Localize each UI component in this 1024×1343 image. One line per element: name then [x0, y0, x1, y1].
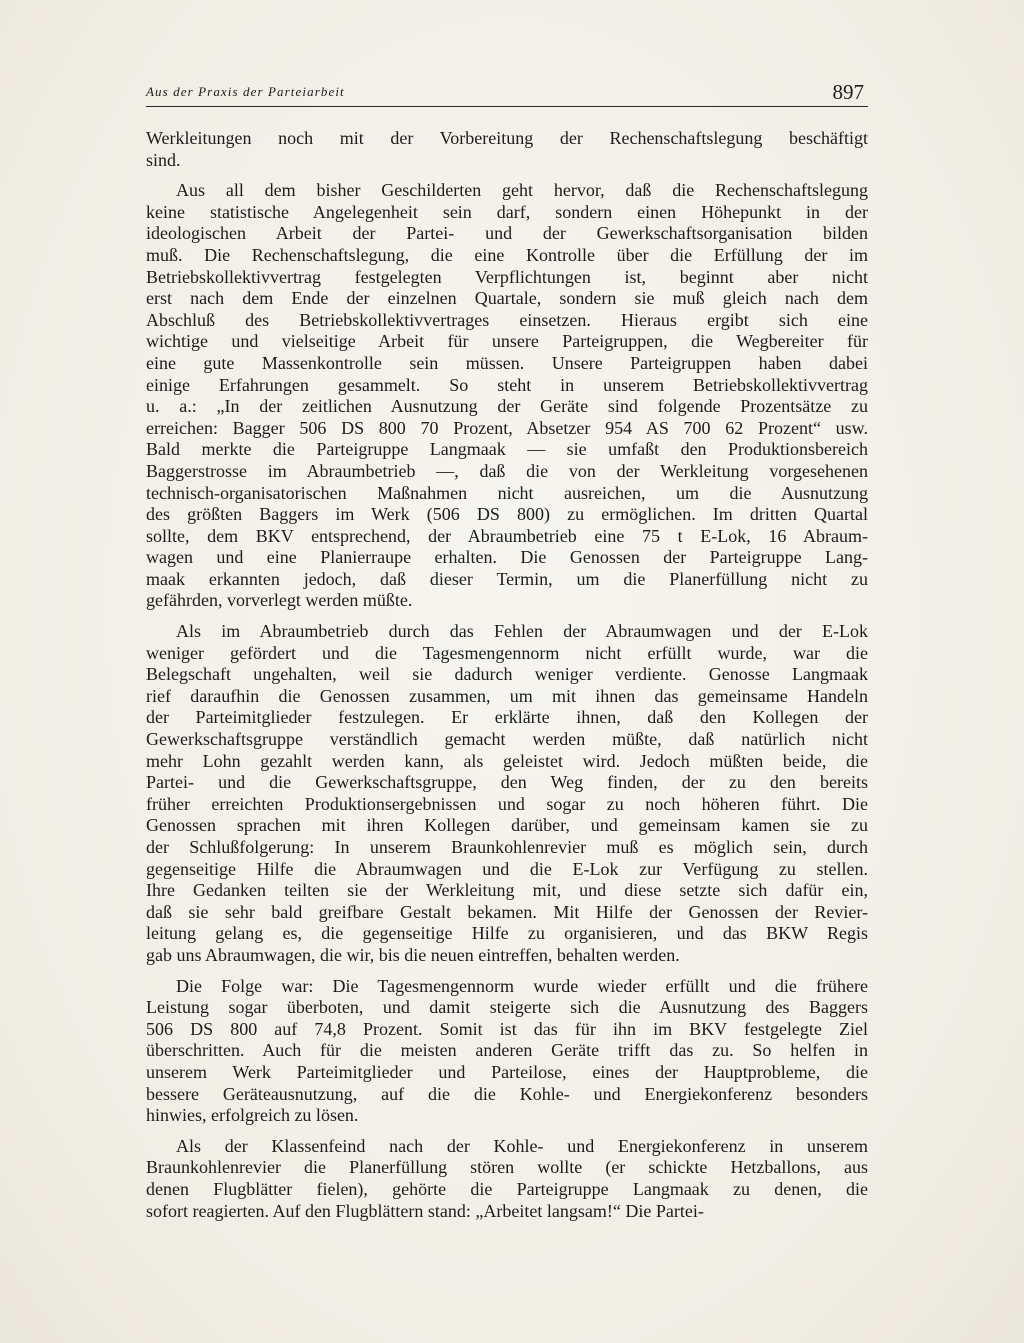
- text-line: Braunkohlenrevier die Planerfüllung stören wollte (er schickte Hetzballons, aus: [146, 1157, 868, 1178]
- text-line: daß sie sehr bald greifbare Gestalt bekamen. Mit Hilfe der Genossen der Revier-: [146, 901, 868, 922]
- paragraph: [146, 180, 868, 612]
- paragraph: [146, 1136, 868, 1222]
- text-line: Ihre Gedanken teilten sie der Werkleitung mit, und diese setzte sich dafür ein,: [146, 880, 868, 901]
- text-line: u. a.: „In der zeitlichen Ausnutzung der Geräte sind folgende Prozentsätze zu: [146, 396, 868, 417]
- text-line: sind.: [146, 149, 181, 170]
- text-line: erst nach dem Ende der einzelnen Quartale, sondern sie muß gleich nach dem: [146, 288, 868, 309]
- text-line: sollte, dem BKV entsprechend, der Abraumbetrieb eine 75 t E-Lok, 16 Abraum-: [146, 525, 868, 546]
- text-line: Betriebskollektivvertrag festgelegten Verpflichtungen ist, beginnt aber nicht: [146, 266, 868, 287]
- text-line: Partei- und die Gewerkschaftsgruppe, den Weg finden, der zu den bereits: [146, 772, 868, 793]
- text-line: keine statistische Angelegenheit sein darf, sondern einen Höhepunkt in der: [146, 201, 868, 222]
- text-line: muß. Die Rechenschaftslegung, die eine Kontrolle über die Erfüllung der im: [146, 244, 868, 265]
- text-line: früher erreichten Produktionsergebnissen und sogar zu noch höheren führt. Die: [146, 793, 868, 814]
- text-line: rief daraufhin die Genossen zusammen, um mit ihnen das gemeinsame Handeln: [146, 685, 868, 706]
- text-line: Die Folge war: Die Tagesmengennorm wurde wieder erfüllt und die frühere: [176, 975, 868, 996]
- text-line: hinwies, erfolgreich zu lösen.: [146, 1105, 359, 1126]
- text-line: leitung gelang es, die gegenseitige Hilfe zu organisieren, und das BKW Regis: [146, 923, 868, 944]
- text-line: unserem Werk Parteimitglieder und Parteilose, eines der Hauptprobleme, die: [146, 1061, 868, 1082]
- text-line: Leistung sogar überboten, und damit steigerte sich die Ausnutzung des Baggers: [146, 997, 868, 1018]
- text-line: gegenseitige Hilfe die Abraumwagen und die E-Lok zur Verfügung zu stellen.: [146, 858, 868, 879]
- text-line: überschritten. Auch für die meisten anderen Geräte trifft das zu. So helfen in: [146, 1040, 868, 1061]
- text-line: mehr Lohn gezahlt werden kann, als geleistet wird. Jedoch müßten beide, die: [146, 750, 868, 771]
- paragraph: [146, 128, 868, 171]
- paragraph: [146, 621, 868, 967]
- text-line: denen Flugblätter fielen), gehörte die Parteigruppe Langmaak zu denen, die: [146, 1178, 868, 1199]
- text-line: bessere Geräteausnutzung, auf die die Kohle- und Energiekonferenz besonders: [146, 1083, 868, 1104]
- paragraph: [146, 976, 868, 1127]
- running-head: Aus der Praxis der Parteiarbeit: [146, 84, 345, 99]
- text-line: sofort reagierten. Auf den Flugblättern stand: „Arbeitet langsam!“ Die Partei-: [146, 1200, 704, 1221]
- text-line: technisch-organisatorischen Maßnahmen nicht ausreichen, um die Ausnutzung: [146, 482, 868, 503]
- header-rule: [146, 106, 868, 107]
- text-line: 506 DS 800 auf 74,8 Prozent. Somit ist das für ihn im BKV festgelegte Ziel: [146, 1018, 868, 1039]
- text-line: erreichen: Bagger 506 DS 800 70 Prozent, Absetzer 954 AS 700 62 Prozent“ usw.: [146, 417, 868, 438]
- text-line: weniger gefördert und die Tagesmengennorm nicht erfüllt wurde, war die: [146, 642, 868, 663]
- page-header: [146, 80, 868, 108]
- text-line: gefährden, vorverlegt werden müßte.: [146, 590, 413, 611]
- text-line: Als der Klassenfeind nach der Kohle- und Energiekonferenz in unserem: [176, 1135, 868, 1156]
- text-line: wagen und eine Planierraupe erhalten. Die Genossen der Parteigruppe Lang-: [146, 547, 868, 568]
- body-text: [146, 128, 868, 1231]
- text-line: der Schlußfolgerung: In unserem Braunkohlenrevier muß es möglich sein, durch: [146, 837, 868, 857]
- text-line: wichtige und vielseitige Arbeit für unsere Parteigruppen, die Wegbereiter für: [146, 331, 868, 352]
- text-line: Belegschaft ungehalten, weil sie dadurch weniger verdiente. Genosse Langmaak: [146, 664, 868, 685]
- text-line: Gewerkschaftsgruppe verständlich gemacht werden müßte, daß natürlich nicht: [146, 729, 868, 750]
- page-number: 897: [832, 80, 864, 104]
- text-line: Bald merkte die Parteigruppe Langmaak — sie umfaßt den Produktionsbereich: [146, 439, 868, 460]
- text-line: einige Erfahrungen gesammelt. So steht in unserem Betriebskollektivvertrag: [146, 374, 868, 395]
- text-line: ideologischen Arbeit der Partei- und der Gewerkschaftsorganisation bilden: [146, 223, 868, 244]
- text-line: Aus all dem bisher Geschilderten geht hervor, daß die Rechenschaftslegung: [176, 180, 868, 201]
- text-line: Werkleitungen noch mit der Vorbereitung der Rechenschaftslegung beschäftigt: [146, 128, 868, 148]
- text-line: gab uns Abraumwagen, die wir, bis die neuen eintreffen, behalten werden.: [146, 944, 680, 965]
- text-line: Genossen sprachen mit ihren Kollegen darüber, und gemeinsam kamen sie zu: [146, 815, 868, 836]
- text-line: der Parteimitglieder festzulegen. Er erklärte ihnen, daß den Kollegen der: [146, 707, 868, 728]
- text-line: eine gute Massenkontrolle sein müssen. Unsere Parteigruppen haben dabei: [146, 352, 868, 373]
- text-line: maak erkannten jedoch, daß dieser Termin, um die Planerfüllung nicht zu: [146, 568, 868, 589]
- text-line: des größten Baggers im Werk (506 DS 800) zu ermöglichen. Im dritten Quartal: [146, 504, 868, 525]
- text-line: Baggerstrosse im Abraumbetrieb —, daß die von der Werkleitung vorgesehenen: [146, 460, 868, 481]
- text-line: Abschluß des Betriebskollektivvertrages einsetzen. Hieraus ergibt sich eine: [146, 309, 868, 330]
- text-line: Als im Abraumbetrieb durch das Fehlen der Abraumwagen und der E-Lok: [176, 621, 868, 642]
